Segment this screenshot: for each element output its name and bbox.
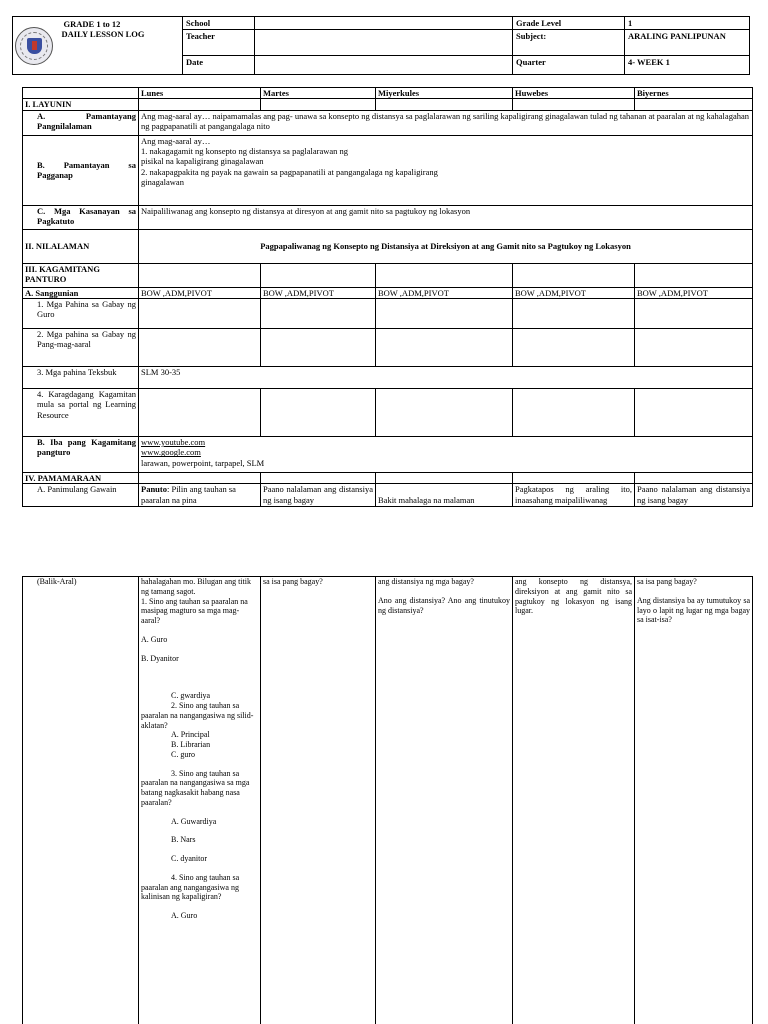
iba-pang-kagamitan-values <box>139 437 753 473</box>
q1-choice-c: C. gwardiya <box>171 691 211 701</box>
logo-cell <box>13 17 59 75</box>
quiz-question-2: 2. Sino ang tauhan sa paaralan na nangangasiwa ng silid-aklatan? <box>141 701 254 730</box>
text-pamantayang-pangnilalaman: Ang mag-aaral ay… naipamamalas ang pag- unawa sa konsepto ng distansya sa paglalarawan ng sariling kapaligirang ginagalawan tulad ng tahanan at paaralan at ng kahalagahan ng pagpapanatili at pangangalaga nito <box>139 110 753 135</box>
text-mga-kasanayan: Naipaliliwanag ang konsepto ng distansya at diresyon at ang gamit nito sa pagtukoy ng lokasyon <box>139 205 753 229</box>
label-gabay-ng-mag-aaral: 2. Mga pahina sa Gabay ng Pang-mag-aaral <box>23 329 139 367</box>
school-label: School <box>183 17 255 30</box>
label-teksbuk: 3. Mga pahina Teksbuk <box>23 367 139 389</box>
q3-choice-b: B. Nars <box>171 835 196 845</box>
panimulang-martes: Paano nalalaman ang distansiya ng isang bagay <box>261 484 376 506</box>
subject-label: Subject: <box>513 30 625 56</box>
date-value <box>255 56 513 75</box>
quiz-question-4: 4. Sino ang tauhan sa paaralan ang nangangasiwa ng kalinisan ng kapaligiran? <box>141 872 240 902</box>
header-title <box>59 17 183 75</box>
title-line-1: GRADE 1 to 12 <box>63 19 121 29</box>
deped-seal-logo <box>15 27 53 65</box>
q1-choice-a: A. Guro <box>141 634 168 644</box>
iba-materials-text: larawan, powerpoint, tarpapel, SLM <box>141 457 265 468</box>
grade-level-label: Grade Level <box>513 17 625 30</box>
grade-level-value: 1 <box>625 17 750 30</box>
q2-choice-a: A. Principal <box>171 730 210 740</box>
miyerkules-question: Ano ang distansiya? Ano ang tinutukoy ng distansiya? <box>378 595 510 615</box>
day-header-huwebes: Huwebes <box>513 88 635 99</box>
teacher-value <box>255 30 513 56</box>
title-line-2: DAILY LESSON LOG <box>61 29 145 40</box>
quiz-question-3: 3. Sino ang tauhan sa paaralan na nangangasiwa sa mga batang nagkasakit habang nasa paaralan? <box>141 768 250 807</box>
label-sanggunian: A. Sanggunian <box>23 287 139 298</box>
panimulang-biyernes: Paano nalalaman ang distansiya ng isang bagay <box>635 484 753 506</box>
school-value <box>255 17 513 30</box>
q3-choice-a: A. Guwardiya <box>171 816 217 826</box>
q4-choice-a: A. Guro <box>171 911 198 920</box>
sanggunian-biyernes: BOW ,ADM,PIVOT <box>635 287 753 298</box>
day-header-miyerkules: Miyerkules <box>376 88 513 99</box>
label-gabay-ng-guro: 1. Mga Pahina sa Gabay ng Guro <box>23 299 139 329</box>
text-nilalaman: Pagpapaliwanag ng Konsepto ng Distansiya at Direksiyon at ang Gamit nito sa Pagtukoy ng Lokasyon <box>139 229 753 263</box>
q2-choice-c: C. guro <box>171 749 195 759</box>
youtube-link[interactable]: www.youtube.com <box>141 437 206 448</box>
miyerkules-cont-line: ang distansiya ng mga bagay? <box>378 577 474 586</box>
date-label: Date <box>183 56 255 75</box>
label-karagdagang-kagamitan: 4. Karagdagang Kagamitan mula sa portal ng Learning Resource <box>23 389 139 437</box>
label-mga-kasanayan: C. Mga Kasanayan sa Pagkatuto <box>23 205 139 229</box>
lunes-quiz-cell <box>139 577 261 1024</box>
panimulang-miyerkules: Bakit mahalaga na malaman <box>376 484 513 506</box>
text-pamantayan-sa-pagganap: Ang mag-aaral ay… 1. nakagagamit ng konsepto ng distansya sa paglalarawan ng pisikal na kapaligirang ginagalawan 2. nakapagpakita ng payak na gawain sa pagpapanatili at pangangalaga ng kapaligirang ginagalawan <box>139 135 753 205</box>
biyernes-question: Ang distansiya ba ay tumutukoy sa layo o lapit ng lugar ng mga bagay sa isat-isa? <box>637 595 750 625</box>
martes-cont: sa isa pang bagay? <box>261 577 376 1024</box>
panuto-text: : Pilin ang tauhan sa paaralan na pina <box>141 484 236 505</box>
sanggunian-huwebes: BOW ,ADM,PIVOT <box>513 287 635 298</box>
label-pamantayang-pangnilalaman: A. Pamantayang Pangnilalaman <box>23 110 139 135</box>
continuation-table <box>22 576 753 1024</box>
quarter-label: Quarter <box>513 56 625 75</box>
label-iba-pang-kagamitan: B. Iba pang Kagamitang pangturo <box>23 437 139 473</box>
lesson-log-table <box>22 87 753 507</box>
panimulang-huwebes: Pagkatapos ng araling ito, inaasahang maipaliliwanag <box>513 484 635 506</box>
label-nilalaman: II. NILALAMAN <box>23 229 139 263</box>
day-header-lunes: Lunes <box>139 88 261 99</box>
label-pamantayan-sa-pagganap: B. Pamantayan sa Pagganap <box>23 135 139 205</box>
section-pamamaraan: IV. PAMAMARAAN <box>23 473 139 484</box>
sanggunian-miyerkules: BOW ,ADM,PIVOT <box>376 287 513 298</box>
header-table <box>12 16 750 75</box>
day-header-martes: Martes <box>261 88 376 99</box>
biyernes-cont-line: sa isa pang bagay? <box>637 577 697 586</box>
q2-choice-b: B. Librarian <box>171 740 211 749</box>
day-header-biyernes: Biyernes <box>635 88 753 99</box>
value-teksbuk: SLM 30-35 <box>139 367 753 389</box>
subject-value: ARALING PANLIPUNAN <box>625 30 750 56</box>
quiz-intro: hahalagahan mo. Bilugan ang titik ng tamang sagot. <box>141 577 251 596</box>
q3-choice-c: C. dyanitor <box>171 854 207 863</box>
quarter-value: 4- WEEK 1 <box>625 56 750 75</box>
q1-choice-b: B. Dyanitor <box>141 653 179 663</box>
days-row <box>23 88 753 99</box>
biyernes-cont <box>635 577 753 1024</box>
quiz-question-1: 1. Sino ang tauhan sa paaralan na masipag magturo sa mga mag-aaral? <box>141 596 248 625</box>
teacher-label: Teacher <box>183 30 255 56</box>
label-kagamitang-panturo: III. KAGAMITANG PANTURO <box>23 263 139 287</box>
label-balik-aral: (Balik-Aral) <box>23 577 139 1024</box>
huwebes-cont: ang konsepto ng distansya, direksiyon at ang gamit nito sa pagtukoy ng lokasyon ng isang lugar. <box>513 577 635 1024</box>
section-layunin: I. LAYUNIN <box>23 99 139 110</box>
corner-cell <box>23 88 139 99</box>
google-link[interactable]: www.google.com <box>141 447 201 458</box>
panuto-label: Panuto <box>141 484 167 495</box>
sanggunian-lunes: BOW ,ADM,PIVOT <box>139 287 261 298</box>
miyerkules-cont <box>376 577 513 1024</box>
label-panimulang-gawain: A. Panimulang Gawain <box>23 484 139 506</box>
panimulang-lunes <box>139 484 261 506</box>
sanggunian-martes: BOW ,ADM,PIVOT <box>261 287 376 298</box>
